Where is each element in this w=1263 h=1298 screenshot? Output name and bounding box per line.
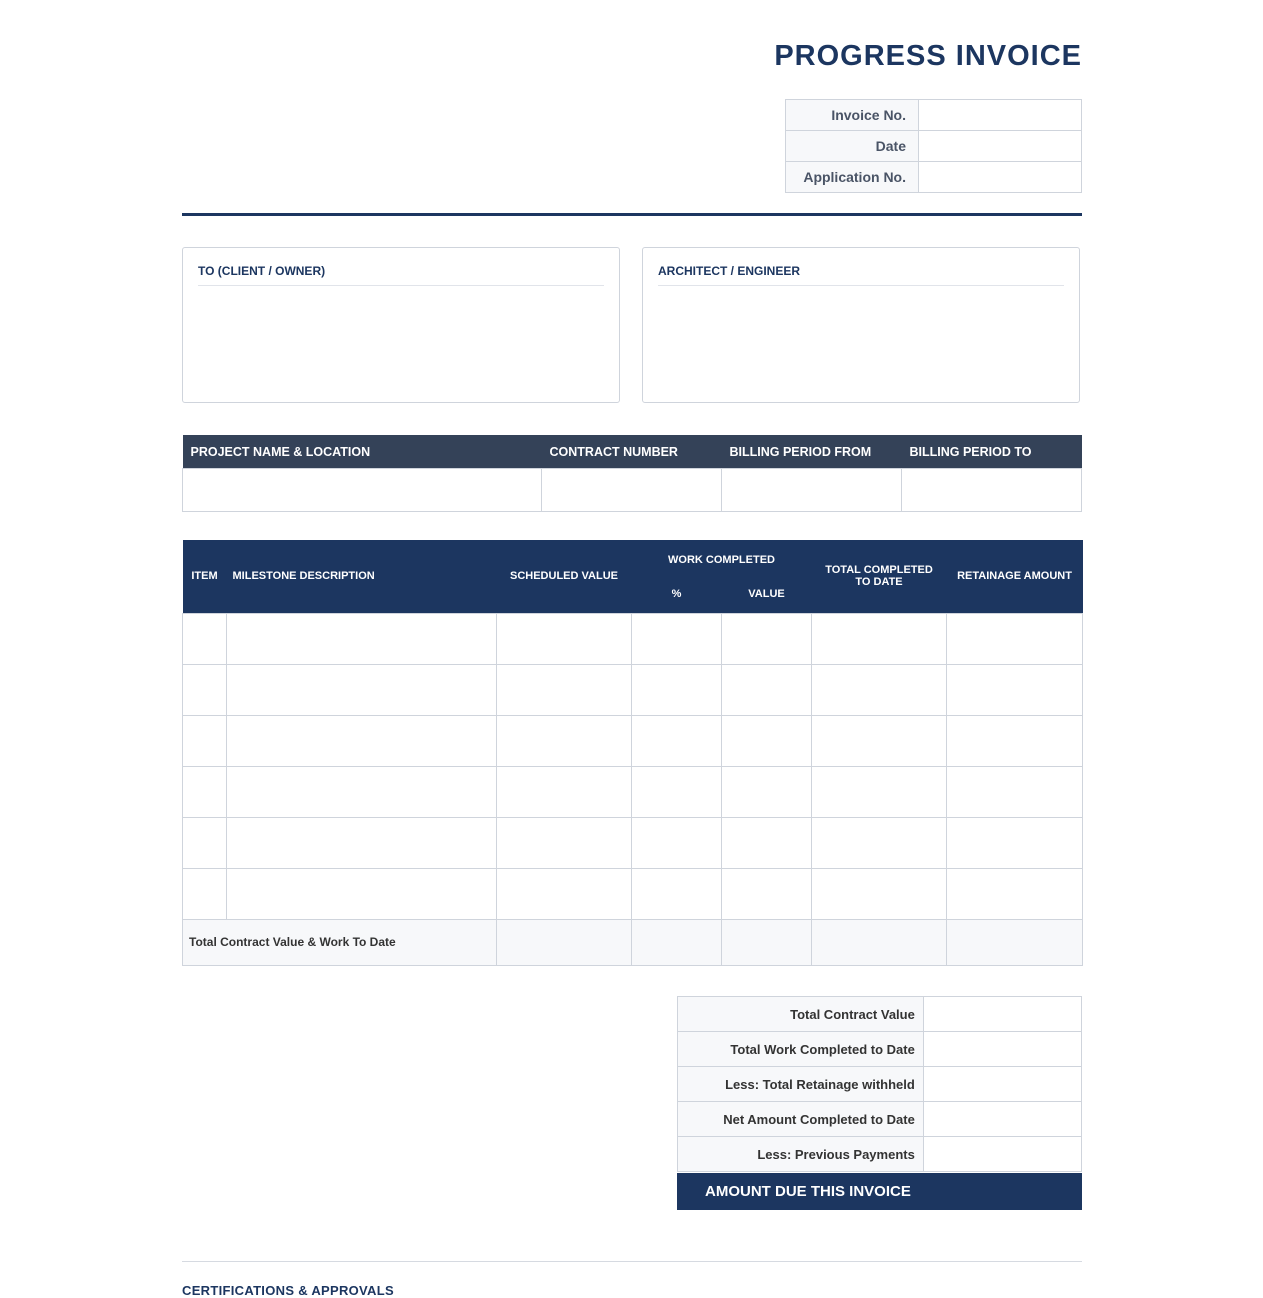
- summary-label: Net Amount Completed to Date: [678, 1102, 924, 1137]
- architect-engineer-box[interactable]: [642, 247, 1080, 403]
- retainage-cell[interactable]: [947, 664, 1083, 715]
- value-header: VALUE: [722, 576, 812, 613]
- value-cell[interactable]: [722, 664, 812, 715]
- scheduled-value-header: SCHEDULED VALUE: [497, 540, 632, 613]
- total-completed-cell[interactable]: [812, 868, 947, 919]
- billing-from-field[interactable]: [722, 469, 902, 512]
- total-scheduled-value-cell[interactable]: [497, 919, 632, 965]
- item-cell[interactable]: [183, 766, 227, 817]
- work-completed-header: WORK COMPLETED: [632, 540, 812, 576]
- architect-engineer-title: ARCHITECT / ENGINEER: [658, 264, 1064, 286]
- summary-row: [678, 1067, 1082, 1102]
- meta-label: Invoice No.: [786, 100, 919, 131]
- invoice-meta-table: [785, 99, 1082, 193]
- retainage-cell[interactable]: [947, 817, 1083, 868]
- scheduled-value-cell[interactable]: [497, 715, 632, 766]
- total-completed-cell[interactable]: [812, 715, 947, 766]
- percent-cell[interactable]: [632, 766, 722, 817]
- description-cell[interactable]: [227, 715, 497, 766]
- meta-label: Application No.: [786, 162, 919, 193]
- summary-row: [678, 1137, 1082, 1172]
- summary-label: Total Contract Value: [678, 997, 924, 1032]
- description-cell[interactable]: [227, 664, 497, 715]
- percent-cell[interactable]: [632, 715, 722, 766]
- retainage-cell[interactable]: [947, 766, 1083, 817]
- description-cell[interactable]: [227, 766, 497, 817]
- client-owner-title: TO (CLIENT / OWNER): [198, 264, 604, 286]
- table-row: [183, 817, 1083, 868]
- retainage-cell[interactable]: [947, 868, 1083, 919]
- total-completed-cell[interactable]: [812, 817, 947, 868]
- total-percent-cell[interactable]: [632, 919, 722, 965]
- summary-row: [678, 997, 1082, 1032]
- milestone-header-row-1: [183, 540, 1083, 576]
- summary-label: Total Work Completed to Date: [678, 1032, 924, 1067]
- date-field[interactable]: [919, 131, 1082, 162]
- table-row: [183, 664, 1083, 715]
- total-completed-cell[interactable]: [812, 766, 947, 817]
- scheduled-value-cell[interactable]: [497, 868, 632, 919]
- previous-payments-field[interactable]: [923, 1137, 1081, 1172]
- scheduled-value-cell[interactable]: [497, 817, 632, 868]
- description-cell[interactable]: [227, 817, 497, 868]
- description-header: MILESTONE DESCRIPTION: [227, 540, 497, 613]
- summary-table: [677, 996, 1082, 1172]
- total-completed-cell[interactable]: [812, 613, 947, 664]
- summary-label: Less: Previous Payments: [678, 1137, 924, 1172]
- percent-cell[interactable]: [632, 664, 722, 715]
- summary-row: [678, 1032, 1082, 1067]
- description-cell[interactable]: [227, 868, 497, 919]
- application-no-field[interactable]: [919, 162, 1082, 193]
- value-cell[interactable]: [722, 766, 812, 817]
- retainage-cell[interactable]: [947, 613, 1083, 664]
- contract-number-header: CONTRACT NUMBER: [542, 435, 722, 469]
- item-cell[interactable]: [183, 817, 227, 868]
- item-header: ITEM: [183, 540, 227, 613]
- project-name-header: PROJECT NAME & LOCATION: [183, 435, 542, 469]
- total-work-completed-field[interactable]: [923, 1032, 1081, 1067]
- total-completed-header-line1: TOTAL COMPLETED: [825, 564, 933, 577]
- item-cell[interactable]: [183, 664, 227, 715]
- table-row: [183, 715, 1083, 766]
- value-cell[interactable]: [722, 868, 812, 919]
- item-cell[interactable]: [183, 868, 227, 919]
- scheduled-value-cell[interactable]: [497, 766, 632, 817]
- total-value-cell[interactable]: [722, 919, 812, 965]
- percent-cell[interactable]: [632, 817, 722, 868]
- value-cell[interactable]: [722, 715, 812, 766]
- certifications-title: CERTIFICATIONS & APPROVALS: [182, 1283, 394, 1298]
- description-cell[interactable]: [227, 613, 497, 664]
- scheduled-value-cell[interactable]: [497, 664, 632, 715]
- project-value-row: [183, 469, 1082, 512]
- project-name-field[interactable]: [183, 469, 542, 512]
- total-completed-to-date-cell[interactable]: [812, 919, 947, 965]
- client-owner-box[interactable]: [182, 247, 620, 403]
- billing-to-field[interactable]: [902, 469, 1082, 512]
- milestone-table: [182, 540, 1083, 966]
- billing-to-header: BILLING PERIOD TO: [902, 435, 1082, 469]
- total-retainage-cell[interactable]: [947, 919, 1083, 965]
- amount-due-banner: AMOUNT DUE THIS INVOICE: [677, 1173, 1082, 1210]
- item-cell[interactable]: [183, 715, 227, 766]
- project-header-row: [183, 435, 1082, 469]
- contract-number-field[interactable]: [542, 469, 722, 512]
- table-row: [183, 613, 1083, 664]
- retainage-cell[interactable]: [947, 715, 1083, 766]
- percent-header: %: [632, 576, 722, 613]
- meta-row-date: [786, 131, 1082, 162]
- table-row: [183, 868, 1083, 919]
- summary-row: [678, 1102, 1082, 1137]
- total-row-label: Total Contract Value & Work To Date: [183, 919, 497, 965]
- billing-from-header: BILLING PERIOD FROM: [722, 435, 902, 469]
- meta-row-application-no: [786, 162, 1082, 193]
- total-contract-value-field[interactable]: [923, 997, 1081, 1032]
- invoice-no-field[interactable]: [919, 100, 1082, 131]
- summary-label: Less: Total Retainage withheld: [678, 1067, 924, 1102]
- project-info-table: [182, 435, 1082, 512]
- retainage-header: RETAINAGE AMOUNT: [947, 540, 1083, 613]
- table-row: [183, 766, 1083, 817]
- total-completed-header-line2: TO DATE: [855, 576, 903, 589]
- meta-row-invoice-no: [786, 100, 1082, 131]
- header-divider: [182, 213, 1082, 216]
- invoice-page: [182, 0, 1082, 1296]
- scheduled-value-cell[interactable]: [497, 613, 632, 664]
- section-divider: [182, 1261, 1082, 1262]
- percent-cell[interactable]: [632, 613, 722, 664]
- net-amount-field[interactable]: [923, 1102, 1081, 1137]
- total-completed-header: [812, 540, 947, 613]
- page-title: PROGRESS INVOICE: [774, 40, 1082, 72]
- total-completed-cell[interactable]: [812, 664, 947, 715]
- value-cell[interactable]: [722, 613, 812, 664]
- total-row: [183, 919, 1083, 965]
- meta-label: Date: [786, 131, 919, 162]
- value-cell[interactable]: [722, 817, 812, 868]
- retainage-withheld-field[interactable]: [923, 1067, 1081, 1102]
- percent-cell[interactable]: [632, 868, 722, 919]
- item-cell[interactable]: [183, 613, 227, 664]
